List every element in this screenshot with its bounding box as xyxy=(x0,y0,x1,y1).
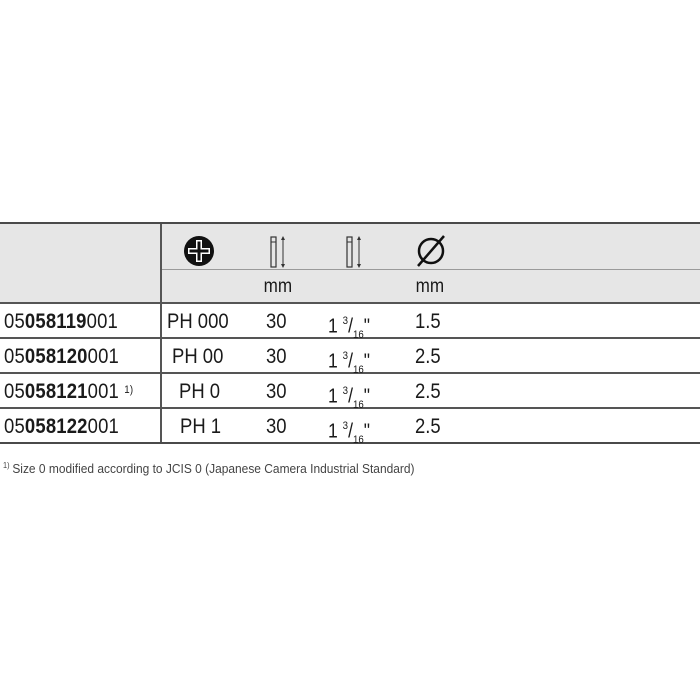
article-suffix: 001 xyxy=(87,380,120,403)
length-inch-cell: 1 $^3/_{16}$" xyxy=(328,350,371,376)
length-mm-cell: 30 xyxy=(266,310,287,333)
inch-whole: 1 xyxy=(328,315,338,338)
blade-length-icon xyxy=(267,234,289,270)
diameter-cell: 2.5 xyxy=(415,415,441,438)
diameter-unit: mm xyxy=(415,276,445,297)
inch-numerator: 3 xyxy=(342,385,349,397)
size-cell: PH 000 xyxy=(167,310,229,333)
length-mm-cell: 30 xyxy=(266,415,287,438)
size-cell: PH 00 xyxy=(172,345,224,368)
inch-mark: " xyxy=(363,385,371,408)
diameter-cell: 2.5 xyxy=(415,345,441,368)
table-row-article-number xyxy=(4,380,145,404)
header-divider xyxy=(162,269,700,270)
footnote-marker: 1) xyxy=(3,461,10,470)
length-mm-cell: 30 xyxy=(266,380,287,403)
length-mm-cell: 30 xyxy=(266,345,287,368)
inch-whole: 1 xyxy=(328,385,338,408)
size-cell: PH 0 xyxy=(179,380,221,403)
length-inch-cell: 1 $^3/_{16}$" xyxy=(328,385,371,411)
inch-mark: " xyxy=(363,420,371,443)
article-prefix: 05 xyxy=(4,380,25,403)
article-prefix: 05 xyxy=(4,415,25,438)
table-row-article-number xyxy=(4,345,145,369)
length-inch-cell: 1 $^3/_{16}$" xyxy=(328,420,371,446)
article-core: 058122 xyxy=(24,415,88,438)
length-unit: mm xyxy=(263,276,293,297)
product-table xyxy=(0,222,700,444)
inch-denominator: 16 xyxy=(352,433,364,446)
inch-numerator: 3 xyxy=(342,420,349,432)
inch-denominator: 16 xyxy=(352,328,364,341)
article-prefix: 05 xyxy=(4,345,25,368)
diameter-icon xyxy=(412,234,450,268)
article-suffix: 001 xyxy=(87,345,120,368)
footnote-text: Size 0 modified according to JCIS 0 (Japanese Camera Industrial Standard) xyxy=(12,461,415,476)
article-prefix: 05 xyxy=(4,310,25,333)
article-suffix: 001 xyxy=(86,310,118,333)
inch-whole: 1 xyxy=(328,350,338,373)
inch-mark: " xyxy=(363,350,371,373)
article-core: 058119 xyxy=(24,310,87,333)
overall-length-icon xyxy=(343,234,365,270)
inch-numerator: 3 xyxy=(342,315,349,327)
row-divider xyxy=(0,302,700,304)
footnote-mark: 1) xyxy=(124,384,134,396)
table-header xyxy=(0,224,700,302)
inch-mark: " xyxy=(363,315,371,338)
inch-whole: 1 xyxy=(328,420,338,443)
article-core: 058120 xyxy=(24,345,88,368)
size-cell: PH 1 xyxy=(180,415,222,438)
inch-denominator: 16 xyxy=(352,363,364,376)
diameter-cell: 2.5 xyxy=(415,380,441,403)
article-core: 058121 xyxy=(24,380,88,403)
column-divider xyxy=(160,224,162,442)
footnote xyxy=(3,461,415,476)
diameter-cell: 1.5 xyxy=(415,310,441,333)
inch-denominator: 16 xyxy=(352,398,364,411)
table-row-article-number xyxy=(4,415,145,439)
article-suffix: 001 xyxy=(87,415,120,438)
inch-numerator: 3 xyxy=(342,350,349,362)
table-row-article-number xyxy=(4,310,145,334)
phillips-cross-icon xyxy=(183,235,215,267)
length-inch-cell: 1 $^3/_{16}$" xyxy=(328,315,371,341)
